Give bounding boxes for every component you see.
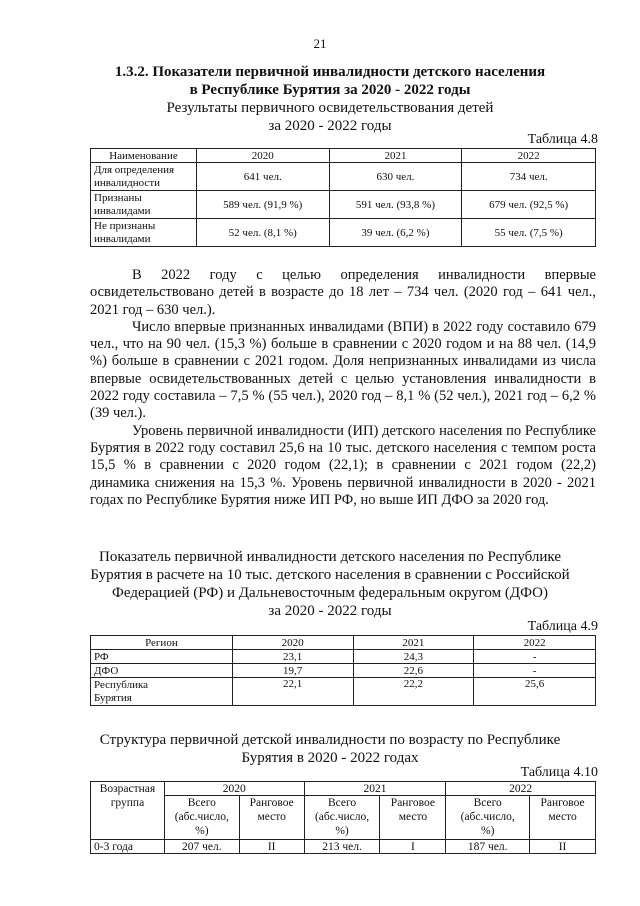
table-4-9-caption-line1: Показатель первичной инвалидности детского населения по Республике bbox=[99, 549, 561, 565]
year-header: 2020 bbox=[164, 782, 304, 796]
table-4-9-caption-line3: Федерацией (РФ) и Дальневосточным федеральным округом (ДФО) bbox=[112, 585, 548, 601]
table-cell: 589 чел. (91,9 %) bbox=[196, 191, 329, 219]
table-4-9-caption-line2: Бурятия в расчете на 10 тыс. детского населения в сравнении с Российской bbox=[90, 567, 570, 583]
total-header: (абс.число, bbox=[460, 811, 515, 823]
header-cell: 2021 bbox=[329, 149, 462, 163]
table-cell: 19,7 bbox=[232, 664, 353, 678]
age-group-header: группа bbox=[110, 797, 145, 809]
year-header: 2021 bbox=[304, 782, 446, 796]
total-header: Всего bbox=[473, 797, 502, 809]
table-cell: II bbox=[239, 840, 304, 854]
table-4-10 bbox=[90, 781, 596, 854]
table-cell: 23,1 bbox=[232, 650, 353, 664]
table-4-10-caption-line1: Структура первичной детской инвалидности по возрасту по Республике bbox=[99, 732, 561, 748]
table-cell: 213 чел. bbox=[304, 840, 380, 854]
table-row bbox=[91, 650, 596, 664]
paragraph: Уровень первичной инвалидности (ИП) детского населения по Республике Бурятия в 2022 году составил 25,6 на 10 тыс. детского населения с темпом роста 15,5 % в сравнении с 2020 годом (22,1); в сравнении с 2021 годом (22,2) динамика снижения на 15,3 %. Уровень первичной инвалидности в 2020 - 2021 годах по Республике Бурятия ниже ИП РФ, но выше ИП ДФО за 2020 год. bbox=[90, 422, 596, 508]
table-cell: I bbox=[380, 840, 446, 854]
row-label: Признаны bbox=[94, 191, 142, 204]
paragraph: В 2022 году с целью определения инвалидности впервые освидетельствовано детей в возрасте до 18 лет – 734 чел. (2020 год – 641 чел., 2021 год – 630 чел.). bbox=[90, 267, 596, 318]
age-group-header: Возрастная bbox=[99, 783, 156, 795]
table-cell: - bbox=[474, 650, 596, 664]
row-label: инвалидности bbox=[94, 176, 161, 189]
table-caption-line1: Результаты первичного освидетельствования детей bbox=[166, 100, 494, 116]
table-row bbox=[91, 191, 596, 219]
table-cell: 25,6 bbox=[474, 678, 596, 706]
table-4-9-caption-line4: за 2020 - 2022 годы bbox=[268, 603, 392, 619]
row-label: Республика bbox=[94, 678, 149, 691]
rank-header: место bbox=[398, 811, 428, 823]
table-cell: II bbox=[530, 840, 596, 854]
table-4-9 bbox=[90, 635, 596, 706]
row-label: Бурятия bbox=[94, 691, 132, 704]
row-label: инвалидами bbox=[94, 232, 151, 245]
paragraph: Число впервые признанных инвалидами (ВПИ) в 2022 году составило 679 чел., что на 90 чел. (15,3 %) больше в сравнении с 2020 годом и на 88 чел. (14,9 %) больше в сравнении с 2021 годом. Доля непризнанных инвалидами из числа впервые освидетельствованных детей с целью установления инвалидности в 2022 году составила – 7,5 % (55 чел.), 2020 год – 8,1 % (52 чел.), 2021 год – 6,2 % (39 чел.). bbox=[90, 318, 596, 422]
header-cell: 2022 bbox=[474, 636, 596, 650]
header-cell: 2022 bbox=[462, 149, 596, 163]
table-cell: 187 чел. bbox=[446, 840, 530, 854]
total-header: Всего bbox=[187, 797, 216, 809]
header-cell: 2020 bbox=[232, 636, 353, 650]
rank-header: Ранговое bbox=[249, 797, 294, 809]
rank-header: Ранговое bbox=[540, 797, 585, 809]
row-label: ДФО bbox=[91, 664, 233, 678]
table-row bbox=[91, 678, 596, 706]
header-cell: 2020 bbox=[196, 149, 329, 163]
year-header: 2022 bbox=[446, 782, 596, 796]
total-header: Всего bbox=[327, 797, 357, 809]
section-title-line2: в Республике Бурятия за 2020 - 2022 годы bbox=[189, 82, 471, 98]
section-title-line1: 1.3.2. Показатели первичной инвалидности детского населения bbox=[114, 64, 546, 80]
table-row bbox=[91, 219, 596, 247]
table-cell: 39 чел. (6,2 %) bbox=[329, 219, 462, 247]
total-header: %) bbox=[481, 825, 495, 837]
rank-header: место bbox=[257, 811, 286, 823]
table-cell: 55 чел. (7,5 %) bbox=[462, 219, 596, 247]
table-cell: 24,3 bbox=[353, 650, 474, 664]
table-4-10-caption-line2: Бурятия в 2020 - 2022 годах bbox=[241, 750, 419, 766]
header-cell: 2021 bbox=[353, 636, 474, 650]
rank-header: Ранговое bbox=[390, 797, 435, 809]
table-cell: 52 чел. (8,1 %) bbox=[196, 219, 329, 247]
table-4-9-label: Таблица 4.9 bbox=[527, 619, 598, 634]
table-cell: 641 чел. bbox=[196, 163, 329, 191]
table-4-8 bbox=[90, 148, 596, 247]
row-label: Для определения bbox=[94, 163, 175, 176]
table-cell: 630 чел. bbox=[329, 163, 462, 191]
table-cell: 679 чел. (92,5 %) bbox=[462, 191, 596, 219]
row-label: Не признаны bbox=[94, 219, 156, 232]
row-label: РФ bbox=[91, 650, 233, 664]
table-cell: 22,6 bbox=[353, 664, 474, 678]
table-caption-line2: за 2020 - 2022 годы bbox=[268, 118, 392, 134]
table-row bbox=[91, 163, 596, 191]
table-row bbox=[91, 840, 596, 854]
table-cell: 22,2 bbox=[353, 678, 474, 706]
table-cell: 207 чел. bbox=[164, 840, 239, 854]
row-label: инвалидами bbox=[94, 204, 151, 217]
table-cell: 22,1 bbox=[232, 678, 353, 706]
table-4-8-label: Таблица 4.8 bbox=[527, 132, 598, 147]
total-header: (абс.число, bbox=[314, 811, 370, 823]
table-4-10-label: Таблица 4.10 bbox=[520, 765, 598, 780]
table-row bbox=[91, 664, 596, 678]
header-cell: Наименование bbox=[91, 149, 197, 163]
rank-header: место bbox=[548, 811, 577, 823]
header-cell: Регион bbox=[91, 636, 233, 650]
table-cell: 591 чел. (93,8 %) bbox=[329, 191, 462, 219]
total-header: %) bbox=[195, 825, 209, 837]
total-header: %) bbox=[335, 825, 349, 837]
row-label: 0-3 года bbox=[91, 840, 165, 854]
table-cell: - bbox=[474, 664, 596, 678]
body-text bbox=[90, 267, 596, 509]
page-number: 21 bbox=[313, 36, 327, 51]
table-cell: 734 чел. bbox=[462, 163, 596, 191]
total-header: (абс.число, bbox=[174, 811, 229, 823]
